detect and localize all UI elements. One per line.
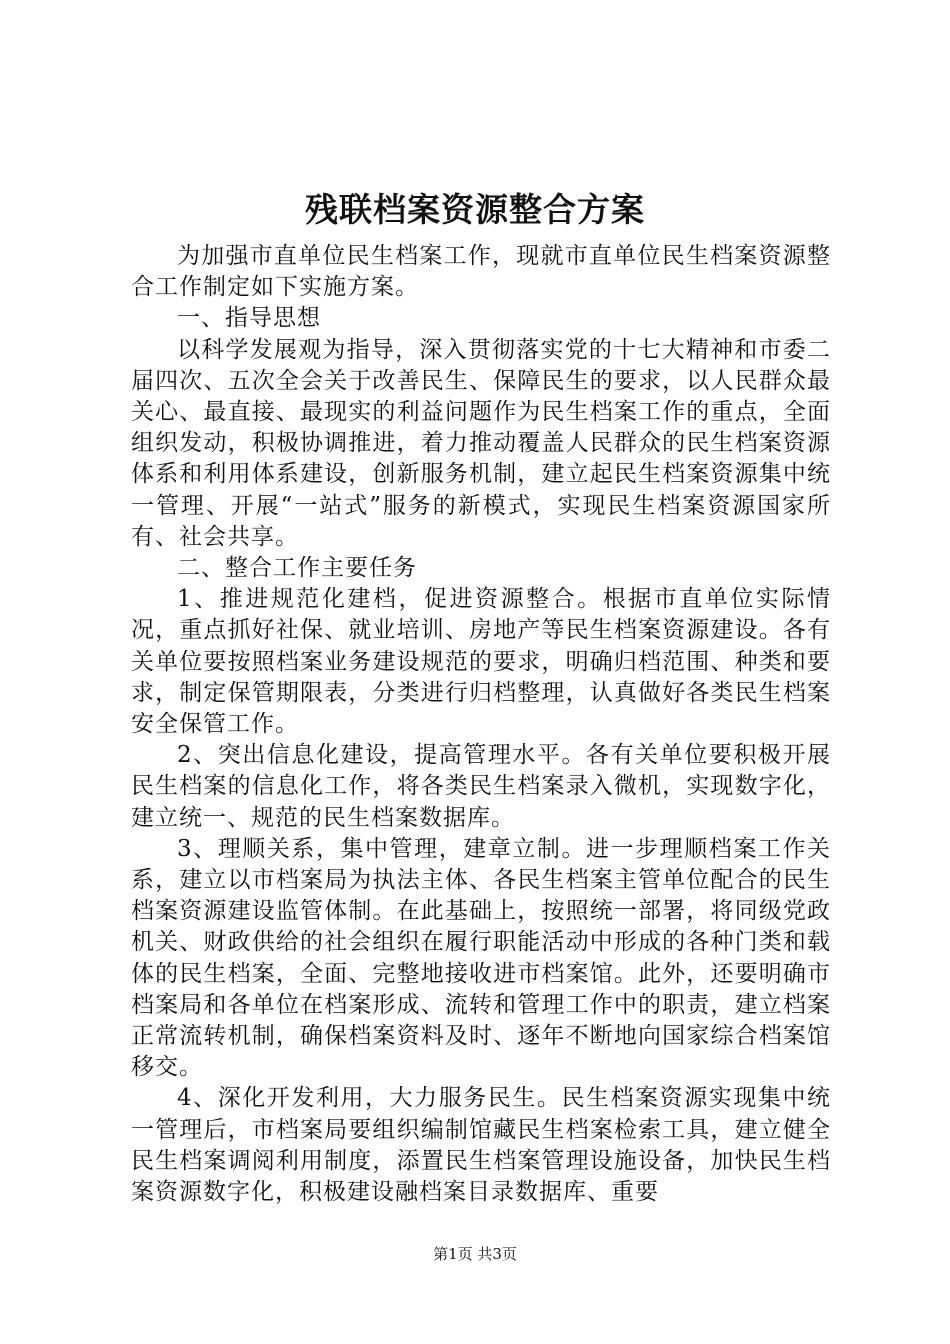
intro-paragraph: 为加强市直单位民生档案工作，现就市直单位民生档案资源整合工作制定如下实施方案。 — [131, 243, 831, 301]
task-2-paragraph: 2、突出信息化建设，提高管理水平。各有关单位要积极开展民生档案的信息化工作，将各类民生档案录入微机，实现数字化，建立统一、规范的民生档案数据库。 — [131, 742, 831, 831]
page-number-footer: 第1页 共3页 — [433, 1245, 517, 1263]
document-body — [131, 241, 831, 1208]
task-3-paragraph: 3、理顺关系，集中管理，建章立制。进一步理顺档案工作关系，建立以市档案局为执法主体、各民生档案主管单位配合的民生档案资源建设监管体制。在此基础上，按照统一部署，将同级党政机关、财政供给的社会组织在履行职能活动中形成的各种门类和载体的民生档案，全面、完整地接收进市档案馆。此外，还要明确市档案局和各单位在档案形成、流转和管理工作中的职责，建立档案正常流转机制，确保档案资料及时、逐年不断地向国家综合档案馆移交。 — [131, 835, 831, 1081]
section-heading-main-tasks: 二、整合工作主要任务 — [177, 555, 417, 582]
task-1-paragraph: 1、推进规范化建档，促进资源整合。根据市直单位实际情况，重点抓好社保、就业培训、房地产等民生档案资源建设。各有关单位要按照档案业务建设规范的要求，明确归档范围、种类和要求，制定保管期限表，分类进行归档整理，认真做好各类民生档案安全保管工作。 — [131, 586, 831, 738]
guiding-ideology-paragraph: 以科学发展观为指导，深入贯彻落实党的十七大精神和市委二届四次、五次全会关于改善民生、保障民生的要求，以人民群众最关心、最直接、最现实的利益问题作为民生档案工作的重点，全面组织发动，积极协调推进，着力推动覆盖人民群众的民生档案资源体系和利用体系建设，创新服务机制，建立起民生档案资源集中统一管理、开展“一站式”服务的新模式，实现民生档案资源国家所有、社会共享。 — [131, 336, 831, 550]
task-4-paragraph: 4、深化开发利用，大力服务民生。民生档案资源实现集中统一管理后，市档案局要组织编制馆藏民生档案检索工具，建立健全民生档案调阅利用制度，添置民生档案管理设施设备，加快民生档案资源数字化，积极建设融档案目录数据库、重要 — [131, 1085, 831, 1206]
document-title: 残联档案资源整合方案 — [305, 190, 645, 229]
section-heading-guiding-ideology: 一、指导思想 — [177, 305, 321, 332]
